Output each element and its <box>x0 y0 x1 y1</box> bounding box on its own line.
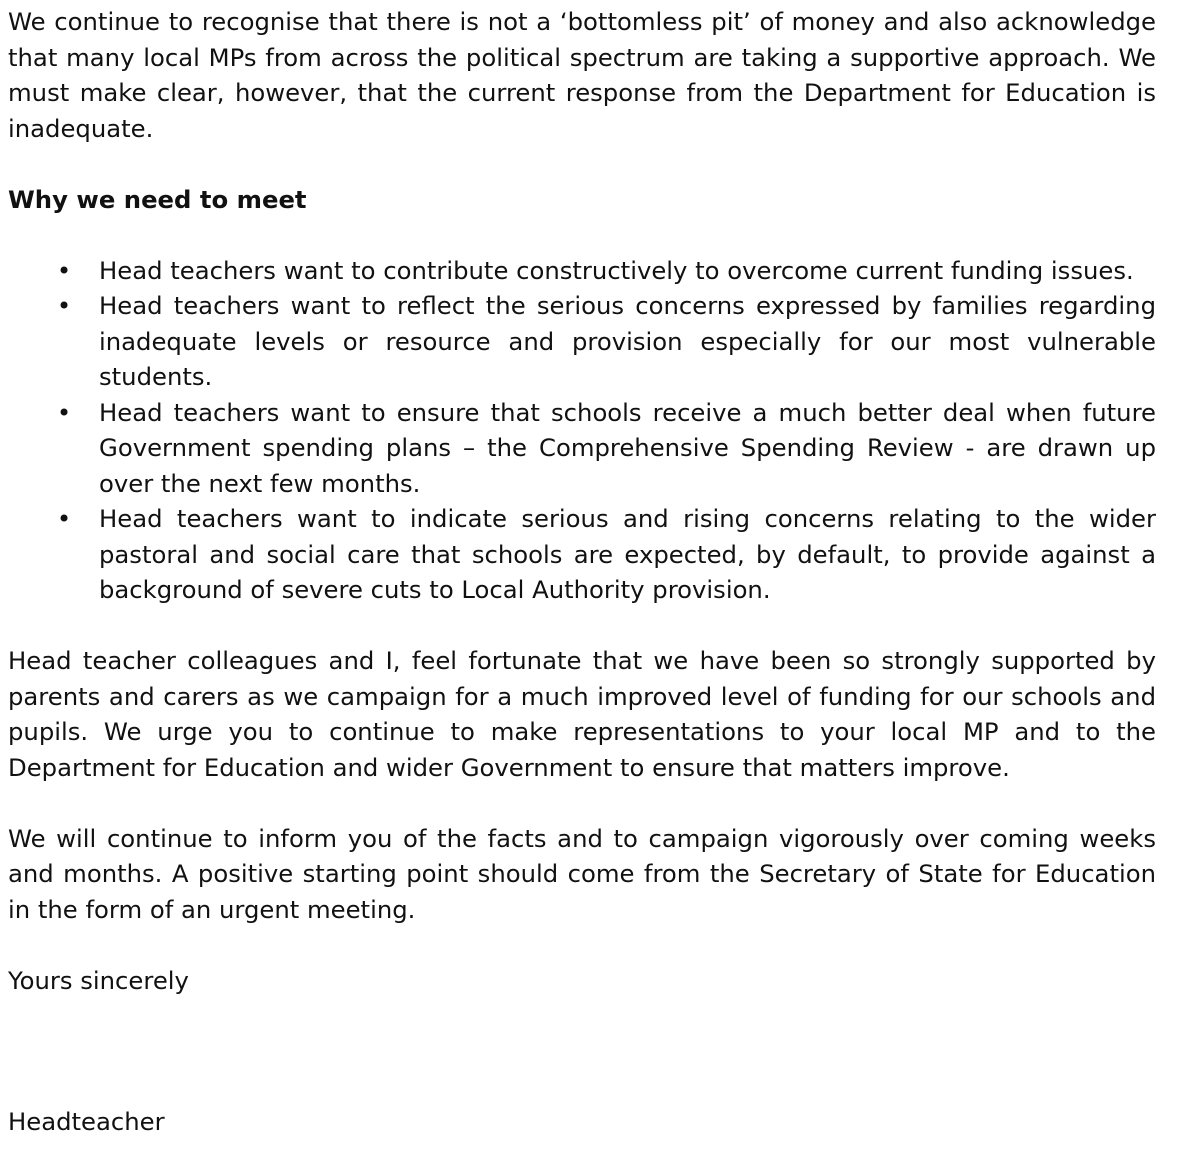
bullet-icon: • <box>56 291 72 320</box>
list-item <box>8 253 1156 289</box>
list-item-text: Head teachers want to indicate serious and rising concerns relating to the wider pastoral and social care that schools are expected, by default, to provide against a background of severe cuts to Local Authority provision. <box>99 504 1156 604</box>
list-item <box>8 395 1156 502</box>
reasons-list <box>8 253 1156 608</box>
paragraph-parent-support: Head teacher colleagues and I, feel fortunate that we have been so strongly supported by parents and carers as we campaign for a much improved level of funding for our schools and pupils. We urge you to continue to make representations to your local MP and to the Department for Education and wider Government to ensure that matters improve. <box>8 646 1156 782</box>
section-heading: Why we need to meet <box>8 184 307 214</box>
paragraph-campaign: We will continue to inform you of the facts and to campaign vigorously over coming weeks and months. A positive starting point should come from the Secretary of State for Education in the form of an urgent meeting. <box>8 823 1156 924</box>
list-item <box>8 501 1156 608</box>
bullet-icon: • <box>56 504 72 533</box>
signature-space <box>8 998 1156 1104</box>
paragraph-funding-response: We continue to recognise that there is not a ‘bottomless pit’ of money and also acknowledge that many local MPs from across the political spectrum are taking a supportive approach. We must make clear, however, that the current response from the Department for Education is inadequate. <box>8 7 1156 143</box>
closing-salutation: Yours sincerely <box>8 965 189 995</box>
list-item-text: Head teachers want to contribute constructively to overcome current funding issues. <box>99 255 1134 285</box>
bullet-icon: • <box>56 255 72 285</box>
list-item-text: Head teachers want to reflect the serious concerns expressed by families regarding inadequate levels or resource and provision especially for our most vulnerable students. <box>99 291 1156 391</box>
list-item <box>8 288 1156 395</box>
bullet-icon: • <box>56 397 72 427</box>
list-item-text: Head teachers want to ensure that schools receive a much better deal when future Government spending plans – the Comprehensive Spending Review - are drawn up over the next few months. <box>99 397 1156 498</box>
signatory-title: Headteacher <box>8 1107 165 1136</box>
